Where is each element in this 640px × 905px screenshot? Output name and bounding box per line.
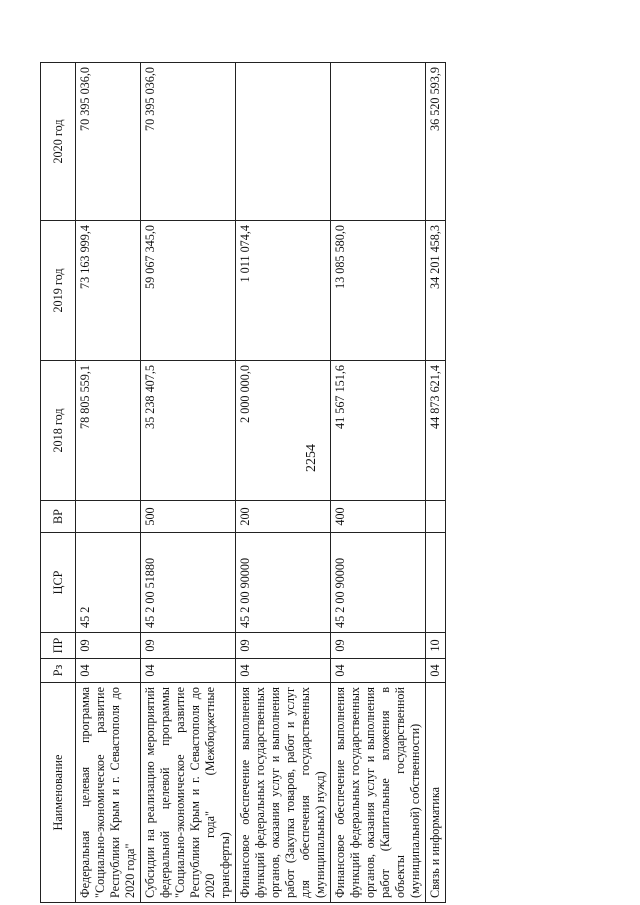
cell-2018: 41 567 151,6: [331, 361, 426, 501]
budget-table-container: [40, 63, 600, 903]
header-pr: ПР: [41, 633, 76, 659]
table-row: [236, 63, 331, 903]
cell-pr: 09: [331, 633, 426, 659]
cell-2020: 70 395 036,0: [76, 63, 141, 221]
header-2020: 2020 год: [41, 63, 76, 221]
cell-2019: 1 011 074,4: [236, 221, 331, 361]
cell-rz: 04: [141, 659, 236, 683]
header-2019: 2019 год: [41, 221, 76, 361]
cell-csr: 45 2: [76, 533, 141, 633]
cell-2018: 44 873 621,4: [426, 361, 446, 501]
cell-csr: 45 2 00 90000: [331, 533, 426, 633]
cell-name: Финансовое обеспечение выполнения функций федеральных государственных органов, оказания услуг и выполнения работ (Капитальные вложения в объекты государственной (муниципальной) собственности): [331, 683, 426, 903]
cell-rz: 04: [426, 659, 446, 683]
table-row: [76, 63, 141, 903]
budget-table: [40, 62, 446, 903]
cell-name: Связь и информатика: [426, 683, 446, 903]
cell-name: Федеральная целевая программа "Социально-экономическое развитие Республики Крым и г. Севастополя до 2020 года": [76, 683, 141, 903]
cell-vr: [76, 501, 141, 533]
cell-2018: 2 000 000,0: [236, 361, 331, 501]
cell-rz: 04: [76, 659, 141, 683]
cell-pr: 09: [141, 633, 236, 659]
cell-rz: 04: [236, 659, 331, 683]
table-row: [426, 63, 446, 903]
cell-csr: 45 2 00 51880: [141, 533, 236, 633]
table-row: [331, 63, 426, 903]
cell-2020: [236, 63, 331, 221]
cell-2018: 78 805 559,1: [76, 361, 141, 501]
cell-2020: [331, 63, 426, 221]
cell-vr: 500: [141, 501, 236, 533]
cell-2019: 13 085 580,0: [331, 221, 426, 361]
header-rz: Рз: [41, 659, 76, 683]
cell-2019: 59 067 345,0: [141, 221, 236, 361]
cell-pr: 09: [76, 633, 141, 659]
page-number: 2254: [304, 444, 319, 472]
header-2018: 2018 год: [41, 361, 76, 501]
cell-name: Субсидии на реализацию мероприятий федеральной целевой программы "Социально-экономическое развитие Республики Крым и г. Севастополя до 2020 года" (Межбюджетные трансферты): [141, 683, 236, 903]
cell-2020: 70 395 036,0: [141, 63, 236, 221]
table-header-row: [41, 63, 76, 903]
cell-2018: 35 238 407,5: [141, 361, 236, 501]
cell-vr: [426, 501, 446, 533]
cell-rz: 04: [331, 659, 426, 683]
cell-csr: [426, 533, 446, 633]
header-csr: ЦСР: [41, 533, 76, 633]
header-vr: ВР: [41, 501, 76, 533]
cell-pr: 10: [426, 633, 446, 659]
header-name: Наименование: [41, 683, 76, 903]
table-row: [141, 63, 236, 903]
cell-csr: 45 2 00 90000: [236, 533, 331, 633]
cell-2020: 36 520 593,9: [426, 63, 446, 221]
cell-2019: 34 201 458,3: [426, 221, 446, 361]
cell-pr: 09: [236, 633, 331, 659]
cell-vr: 200: [236, 501, 331, 533]
cell-name: Финансовое обеспечение выполнения функций федеральных государственных органов, оказания услуг и выполнения работ (Закупка товаров, работ и услуг для обеспечения государственных (муниципальных) нужд): [236, 683, 331, 903]
cell-2019: 73 163 999,4: [76, 221, 141, 361]
cell-vr: 400: [331, 501, 426, 533]
